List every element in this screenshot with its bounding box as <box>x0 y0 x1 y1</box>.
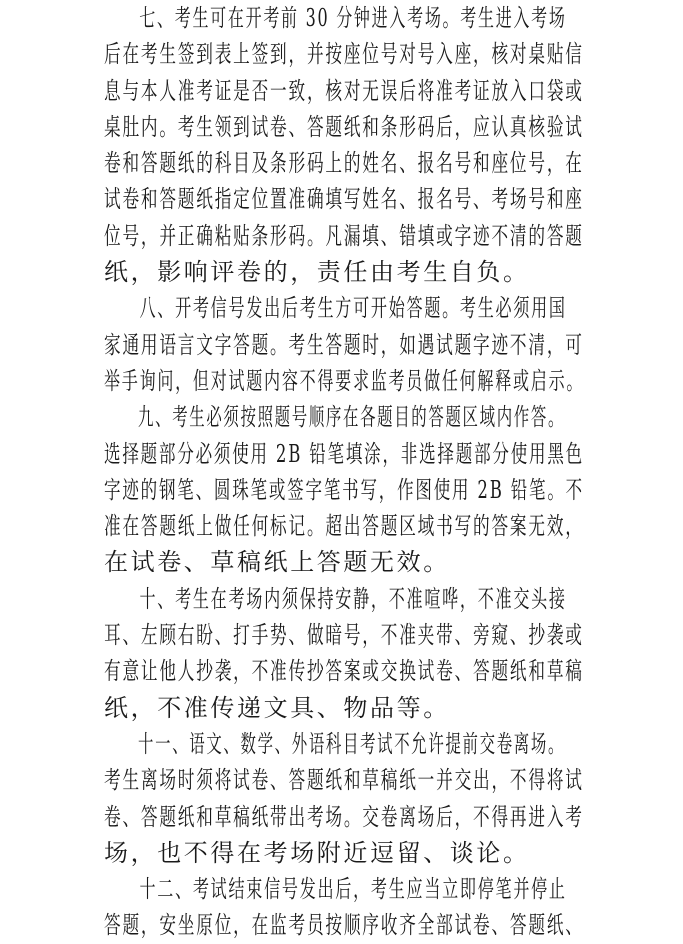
paragraph-rule-8 <box>104 290 588 399</box>
paragraph-line: 试卷和答题纸指定位置准确填写姓名、报名号、考场号和座 <box>104 185 584 214</box>
paragraph-rule-12 <box>104 871 588 944</box>
paragraph-line: 有意让他人抄袭，不准传抄答案或交换试卷、答题纸和草稿 <box>104 657 584 686</box>
paragraph-line: 答题，安坐原位，在监考员按顺序收齐全部试卷、答题纸、 <box>104 911 584 940</box>
paragraph-line: 在试卷、草稿纸上答题无效。 <box>104 548 450 577</box>
paragraph-line: 纸，影响评卷的，责任由考生自负。 <box>104 258 530 287</box>
paragraph-line: 息与本人准考证是否一致，核对无误后将准考证放入口袋或 <box>104 76 584 105</box>
paragraph-rule-7 <box>104 0 588 290</box>
paragraph-line: 桌肚内。考生领到试卷、答题纸和条形码后，应认真核验试 <box>104 112 584 141</box>
paragraph-line: 后在考生签到表上签到，并按座位号对号入座，核对桌贴信 <box>104 40 584 69</box>
paragraph-line: 卷和答题纸的科目及条形码上的姓名、报名号和座位号，在 <box>104 149 584 178</box>
paragraph-rule-9 <box>104 399 588 580</box>
paragraph-rule-10 <box>104 581 588 726</box>
document-body <box>104 0 588 944</box>
paragraph-line: 场，也不得在考场附近逗留、谈论。 <box>104 838 530 867</box>
paragraph-rule-11 <box>104 726 588 871</box>
paragraph-line: 家通用语言文字答题。考生答题时，如遇试题字迹不清，可 <box>104 330 584 359</box>
paragraph-line: 位号，并正确粘贴条形码。凡漏填、错填或字迹不清的答题 <box>104 221 584 250</box>
paragraph-line: 准在答题纸上做任何标记。超出答题区域书写的答案无效， <box>104 512 584 541</box>
paragraph-first-line: 十二、考试结束信号发出后，考生应当立即停笔并停止 <box>139 875 567 904</box>
paragraph-line: 选择题部分必须使用 2B 铅笔填涂，非选择题部分使用黑色 <box>104 439 584 468</box>
paragraph-line: 耳、左顾右盼、打手势、做暗号，不准夹带、旁窥、抄袭或 <box>104 621 584 650</box>
paragraph-first-line: 八、开考信号发出后考生方可开始答题。考生必须用国 <box>139 294 567 323</box>
paragraph-first-line: 九、考生必须按照题号顺序在各题目的答题区域内作答。 <box>138 403 566 432</box>
paragraph-first-line: 七、考生可在开考前 30 分钟进入考场。考生进入考场 <box>139 4 567 32</box>
paragraph-line: 卷、答题纸和草稿纸带出考场。交卷离场后，不得再进入考 <box>104 802 584 831</box>
paragraph-line: 举手询问，但对试题内容不得要求监考员做任何解释或启示。 <box>104 366 585 395</box>
paragraph-line: 考生离场时须将试卷、答题纸和草稿纸一并交出，不得将试 <box>104 766 584 795</box>
paragraph-first-line: 十、考生在考场内须保持安静，不准喧哗，不准交头接 <box>139 584 567 613</box>
paragraph-line: 纸，不准传递文具、物品等。 <box>104 693 450 722</box>
paragraph-first-line: 十一、语文、数学、外语科目考试不允许提前交卷离场。 <box>138 729 566 758</box>
paragraph-line: 字迹的钢笔、圆珠笔或签字笔书写，作图使用 2B 铅笔。不 <box>104 475 584 504</box>
